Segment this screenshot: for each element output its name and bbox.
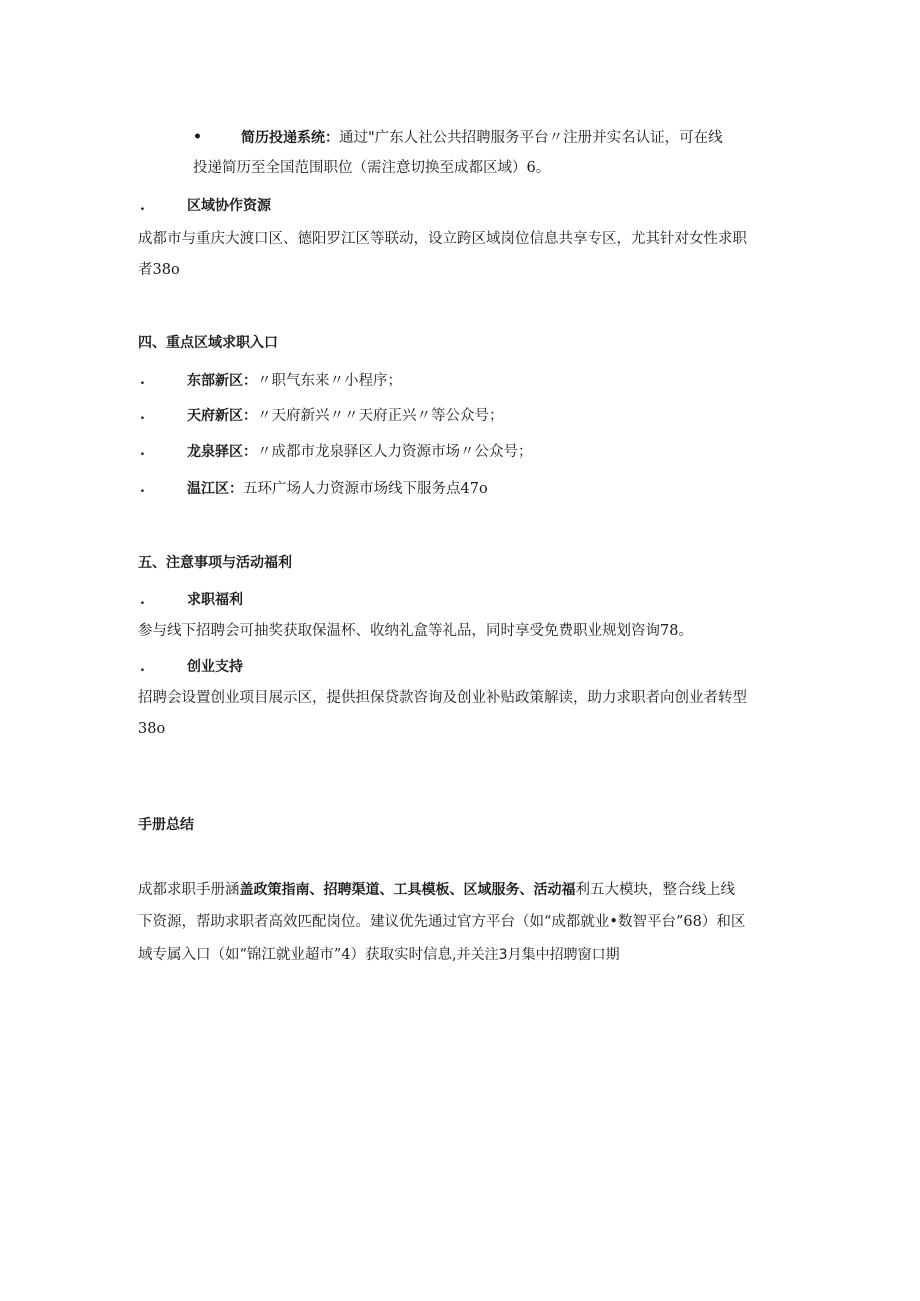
summary-modules-emphasis: 盖政策指南、招聘渠道、工具模板、区域服务、活动福 [239,882,576,898]
regional-paragraph-line-2: 者38o [138,262,180,278]
district-text: 〃天府新兴〃〃天府正兴〃等公众号； [257,408,504,424]
startup-marker: . [140,659,145,675]
startup-paragraph-line-1: 招聘会设置创业项目展示区，提供担保贷款咨询及创业补贴政策解读，助力求职者向创业者转型 [138,690,747,706]
regional-paragraph-line-1: 成都市与重庆大渡口区、德阳罗江区等联动，设立跨区域岗位信息共享专区，尤其针对女性求职 [138,231,747,247]
submission-item-text-1: 通过"广东人社公共招聘服务平台〃注册并实名认证，可在线 [339,130,723,146]
startup-paragraph-line-2: 38o [138,721,166,737]
summary-line-3 [138,945,620,965]
district-marker: . [140,480,145,496]
district-item-east [187,371,402,391]
district-marker: . [140,372,145,388]
submission-item-title: 简历投递系统： [241,130,339,146]
submission-item-line-2: 投递简历至全国范围职位（需注意切换至成都区域）6。 [193,160,551,176]
summary-text: 利五大模块，整合线上线 [575,882,735,898]
summary-text: 成都求职手册涵 [138,882,240,898]
district-item-longquanyi [187,442,533,462]
section-5-heading: 五、注意事项与活动福利 [138,555,292,571]
district-item-wenjiang [187,479,488,499]
summary-line-2: 下资源，帮助求职者高效匹配岗位。建议优先通过官方平台（如“成都就业•数智平台”68）和区 [138,914,746,930]
welfare-marker: . [140,592,145,608]
district-label: 东部新区： [187,373,257,389]
summary-text: 域专属入口（如“锦江就业超市”4）获取实时信息, [138,947,457,963]
section-4-heading: 四、重点区域求职入口 [138,335,278,351]
regional-marker: . [140,198,145,214]
welfare-paragraph: 参与线下招聘会可抽奖获取保温杯、收纳礼盒等礼品，同时享受免费职业规划咨询78。 [138,623,693,639]
district-marker: . [140,407,145,423]
district-label: 温江区： [187,481,243,497]
district-text: 〃职气东来〃小程序； [257,373,402,389]
district-text: 〃成都市龙泉驿区人力资源市场〃公众号； [257,444,533,460]
regional-heading: 区域协作资源 [187,198,271,214]
district-item-tianfu [187,406,504,426]
district-marker: . [140,443,145,459]
summary-text-sans: 并关注3月集中招聘窗口期 [456,947,620,963]
startup-heading: 创业支持 [187,659,243,675]
district-label: 天府新区： [187,408,257,424]
district-text: 五环广场人力资源市场线下服务点47o [243,481,488,497]
bullet-marker: • [193,129,202,145]
summary-heading: 手册总结 [138,817,194,833]
welfare-heading: 求职福利 [187,592,243,608]
submission-item-line-1 [241,128,723,148]
summary-line-1 [138,880,735,900]
district-label: 龙泉驿区： [187,444,257,460]
